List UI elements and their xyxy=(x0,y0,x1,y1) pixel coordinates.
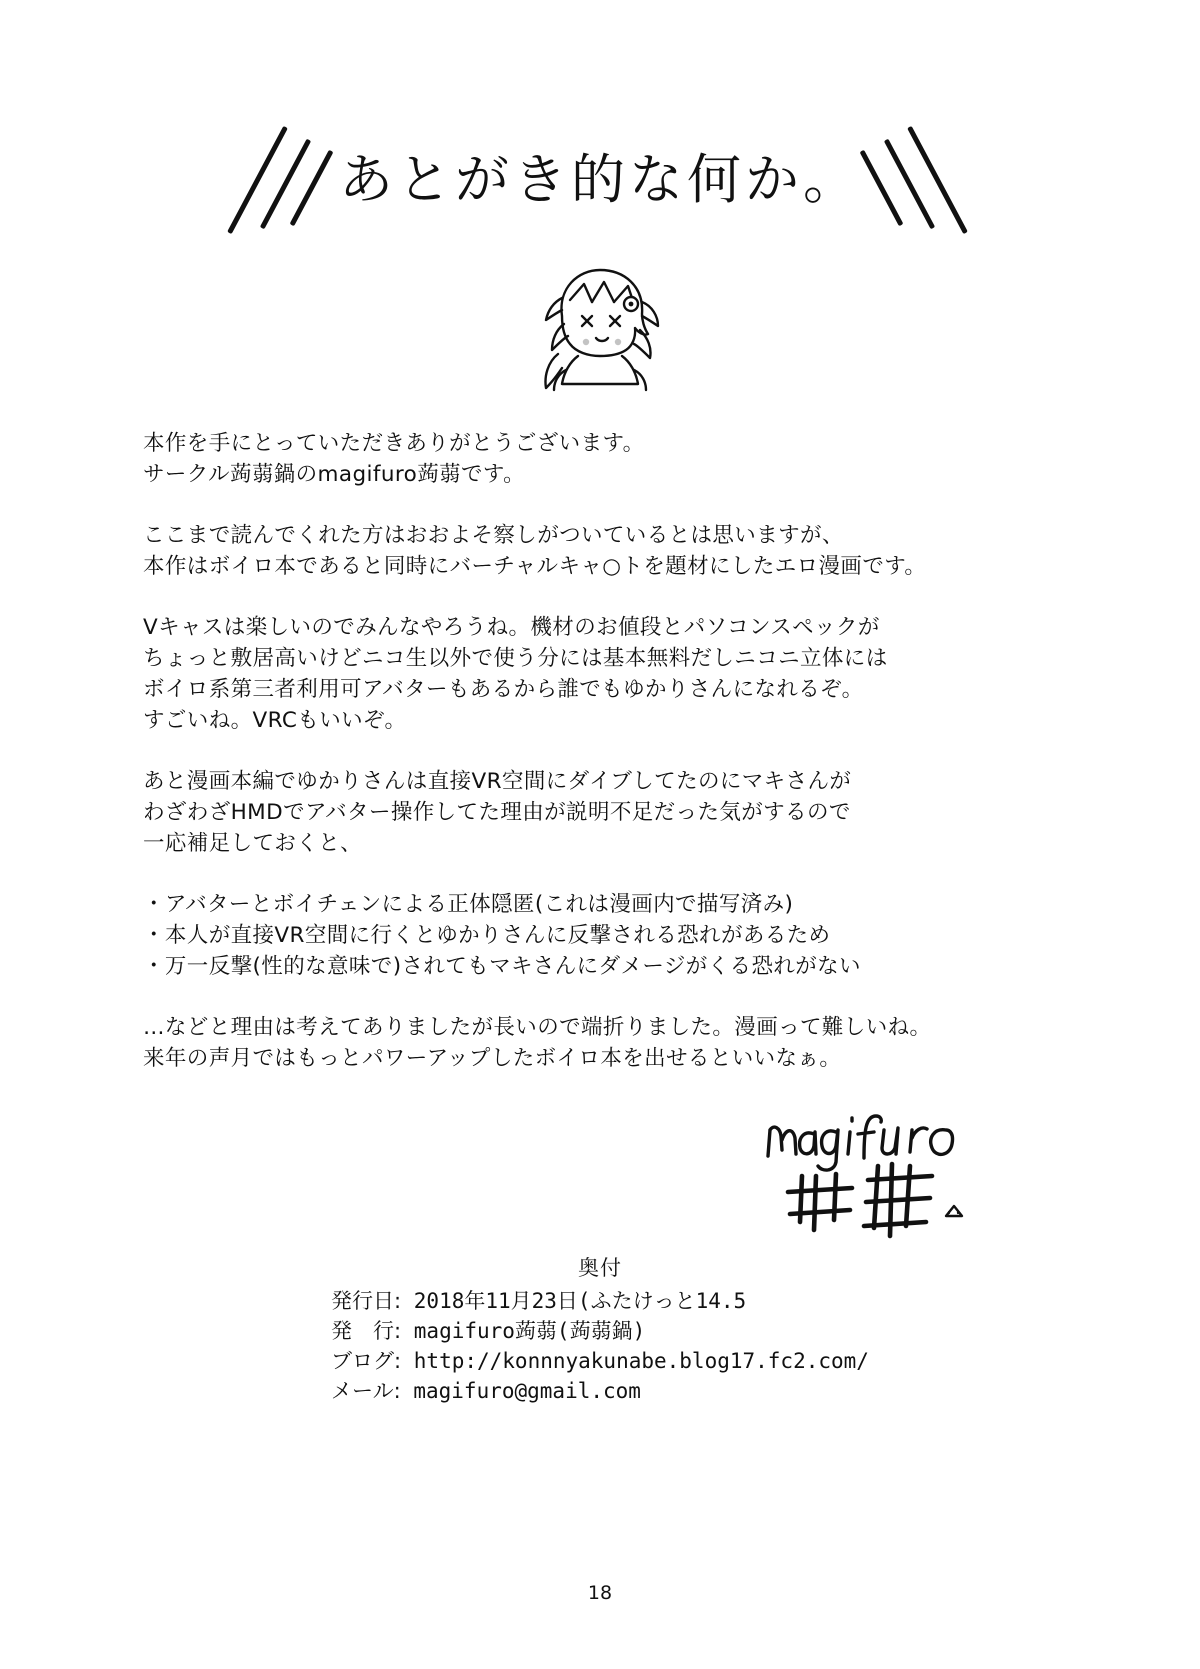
colophon-value-blog-url[interactable]: http://konnnyakunabe.blog17.fc2.com/ xyxy=(413,1349,869,1373)
paragraph-5 xyxy=(143,889,1063,982)
colophon-title: 奥付 xyxy=(578,1256,622,1280)
text-line: 来年の声月ではもっとパワーアップしたボイロ本を出せるといいなぁ。 xyxy=(143,1046,842,1071)
colophon xyxy=(0,1252,1200,1406)
colophon-entry-mail xyxy=(331,1376,869,1406)
slash-marks-left-icon xyxy=(249,120,329,230)
paragraph-6 xyxy=(143,1012,1063,1074)
paragraph-4 xyxy=(143,766,1063,859)
author-signature xyxy=(760,1110,990,1250)
colophon-value: magifuro蒟蒻(蒟蒻鍋) xyxy=(413,1319,646,1343)
colophon-entry-blog xyxy=(331,1346,869,1376)
colophon-label: 発行日: xyxy=(331,1289,402,1313)
text-line: 本作を手にとっていただきありがとうございます。 xyxy=(143,431,645,456)
text-line: ・万一反撃(性的な意味で)されてもマキさんにダメージがくる恐れがない xyxy=(143,954,861,979)
paragraph-3 xyxy=(143,612,1063,736)
colophon-label: 発 行: xyxy=(331,1319,402,1343)
text-line: あと漫画本編でゆかりさんは直接VR空間にダイブしてたのにマキさんが xyxy=(143,769,852,794)
colophon-entries xyxy=(331,1286,869,1406)
title-block xyxy=(0,120,1200,234)
paragraph-2 xyxy=(143,520,1063,582)
colophon-label: ブログ: xyxy=(331,1349,402,1373)
text-line: 一応補足しておくと、 xyxy=(143,831,363,856)
text-line: 本作はボイロ本であると同時にバーチャルキャ○トを題材にしたエロ漫画です。 xyxy=(143,554,927,579)
text-line: すごいね。VRCもいいぞ。 xyxy=(143,708,407,733)
title-row xyxy=(249,120,951,230)
text-line: ここまで読んでくれた方はおおよそ察しがついているとは思いますが、 xyxy=(143,523,844,548)
page-number: 18 xyxy=(587,1582,613,1604)
afterword-body xyxy=(143,428,1063,1074)
page-title: あとがき的な何か。 xyxy=(339,147,861,211)
colophon-entry-publisher xyxy=(331,1316,869,1346)
chibi-character-sketch-icon xyxy=(500,258,700,408)
text-line: サークル蒟蒻鍋のmagifuro蒟蒻です。 xyxy=(143,462,525,487)
text-line: …などと理由は考えてありましたが長いので端折りました。漫画って難しいね。 xyxy=(143,1015,932,1040)
text-line: ちょっと敷居高いけどニコ生以外で使う分には基本無料だしニコニ立体には xyxy=(143,646,888,671)
colophon-value: 2018年11月23日(ふたけっと14.5 xyxy=(413,1289,747,1313)
text-line: ボイロ系第三者利用可アバターもあるから誰でもゆかりさんになれるぞ。 xyxy=(143,677,864,702)
colophon-entry-publish-date xyxy=(331,1286,869,1316)
paragraph-1 xyxy=(143,428,1063,490)
text-line: ・本人が直接VR空間に行くとゆかりさんに反撃される恐れがあるため xyxy=(143,923,831,948)
colophon-label: メール: xyxy=(331,1379,401,1403)
slash-marks-right-icon xyxy=(871,120,951,230)
text-line: ・アバターとボイチェンによる正体隠匿(これは漫画内で描写済み) xyxy=(143,892,794,917)
text-line: わざわざHMDでアバター操作してた理由が説明不足だった気がするので xyxy=(143,800,851,825)
colophon-value-email[interactable]: magifuro@gmail.com xyxy=(413,1379,641,1403)
text-line: Vキャスは楽しいのでみんなやろうね。機材のお値段とパソコンスペックが xyxy=(143,615,880,640)
